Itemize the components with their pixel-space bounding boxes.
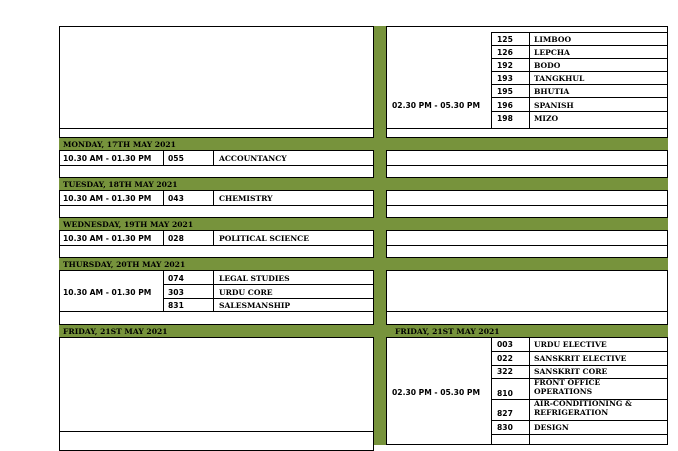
spacer-row [386,205,668,218]
subject-name: BODO [534,61,561,70]
exam-time: 02.30 PM - 05.30 PM [392,388,481,397]
subject-name: AIR-CONDITIONING & REFRIGERATION [534,399,632,417]
subject-name: POLITICAL SCIENCE [219,234,309,243]
divider [491,337,492,445]
subject-code: 810 [497,389,513,398]
subject-code: 043 [168,194,184,203]
divider [529,32,530,129]
row-line [491,111,668,112]
spacer-row [386,311,668,325]
row-line [491,434,668,435]
spacer-row [386,165,668,178]
subject-code: 193 [497,74,513,83]
row-line [163,298,374,299]
spacer-row [59,245,374,258]
date-header: WEDNESDAY, 19TH MAY 2021 [63,220,194,229]
divider [213,270,214,312]
spacer-row [59,205,374,218]
subject-code: 192 [497,61,513,70]
spacer-row [59,431,374,451]
spacer-row [386,245,668,258]
subject-code: 303 [168,288,184,297]
date-header: TUESDAY, 18TH MAY 2021 [63,180,178,189]
subject-name: BHUTIA [534,87,570,96]
top-right-block [386,26,668,129]
empty-cell [386,190,668,206]
subject-name: URDU ELECTIVE [534,340,607,349]
subject-code: 831 [168,301,184,310]
date-header: FRIDAY, 21ST MAY 2021 [395,327,500,336]
top-right-time: 02.30 PM - 05.30 PM [392,101,481,110]
subject-name: SANSKRIT ELECTIVE [534,354,627,363]
center-divider-bar [374,26,386,445]
subject-name: SANSKRIT CORE [534,367,608,376]
subject-name: LIMBOO [534,35,572,44]
date-header: THURSDAY, 20TH MAY 2021 [63,260,186,269]
divider [213,150,214,166]
subject-code: 196 [497,101,513,110]
spacer-row [386,128,668,138]
subject-name: TANGKHUL [534,74,585,83]
subject-name: SPANISH [534,101,574,110]
subject-name: ACCOUNTANCY [219,154,287,163]
exam-time: 10.30 AM - 01.30 PM [63,288,152,297]
friday-left-empty-cell [59,337,374,432]
divider [163,190,164,206]
subject-name: SALESMANSHIP [219,301,291,310]
divider [213,230,214,246]
exam-time: 10.30 AM - 01.30 PM [63,154,152,163]
divider [213,190,214,206]
divider [491,32,668,33]
subject-name: MIZO [534,114,559,123]
exam-time: 10.30 AM - 01.30 PM [63,234,152,243]
empty-cell [386,270,668,312]
divider [491,32,492,129]
subject-code: 322 [497,367,513,376]
exam-time: 10.30 AM - 01.30 PM [63,194,152,203]
divider [163,150,164,166]
row-line [491,84,668,85]
subject-name: FRONT OFFICE OPERATIONS [534,378,601,396]
subject-code: 198 [497,114,513,123]
empty-cell [386,230,668,246]
subject-code: 022 [497,354,513,363]
subject-name: LEPCHA [534,48,570,57]
divider [163,230,164,246]
row-line [491,365,668,366]
subject-code: 028 [168,234,184,243]
spacer-row [59,165,374,178]
row-line [491,45,668,46]
subject-name: LEGAL STUDIES [219,274,290,283]
date-header: FRIDAY, 21ST MAY 2021 [63,327,168,336]
row-line [491,58,668,59]
subject-code: 126 [497,48,513,57]
row-line [491,351,668,352]
subject-code: 827 [497,409,513,418]
subject-name: DESIGN [534,423,569,432]
subject-name: URDU CORE [219,288,273,297]
subject-code: 074 [168,274,184,283]
subject-code: 055 [168,154,184,163]
empty-cell [386,150,668,166]
row-line [491,420,668,421]
subject-code: 003 [497,340,513,349]
date-header: MONDAY, 17TH MAY 2021 [63,140,176,149]
subject-name: CHEMISTRY [219,194,273,203]
row-line [491,71,668,72]
top-left-empty-cell [59,26,374,129]
spacer-row [59,128,374,138]
subject-code: 830 [497,423,513,432]
divider [529,337,530,445]
row-line [163,284,374,285]
divider [163,270,164,312]
spacer-row [59,311,374,325]
subject-code: 125 [497,35,513,44]
row-line [491,97,668,98]
subject-code: 195 [497,87,513,96]
